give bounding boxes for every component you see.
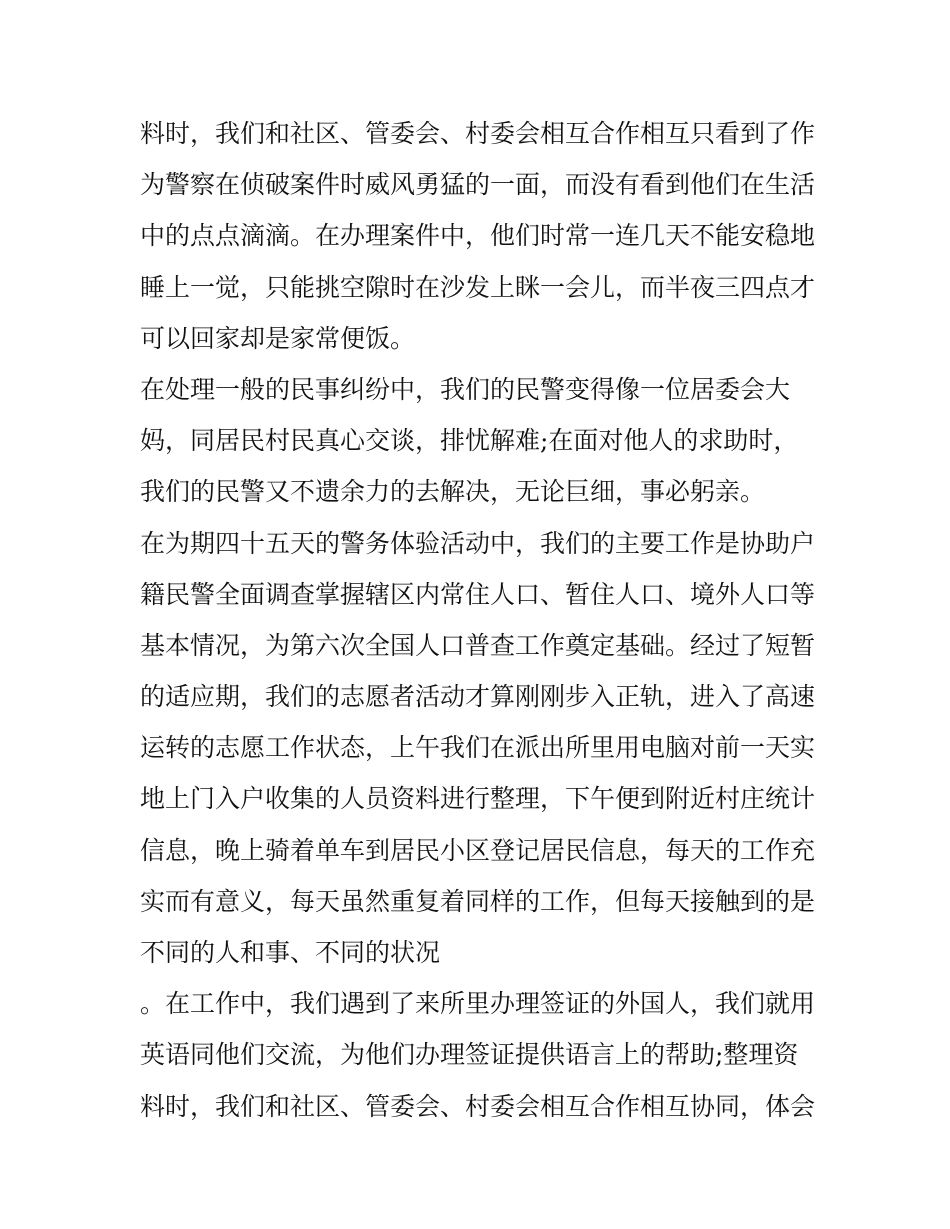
text-line: 中的点点滴滴。在办理案件中，他们时常一连几天不能安稳地	[140, 221, 816, 251]
text-line: 我们的民警又不遗余力的去解决，无论巨细，事必躬亲。	[140, 477, 766, 507]
text-line: 的适应期，我们的志愿者活动才算刚刚步入正轨，进入了高速	[140, 682, 816, 712]
body-text	[140, 108, 830, 1132]
text-line: 妈，同居民村民真心交谈，排忧解难;在面对他人的求助时，	[140, 426, 799, 456]
text-line: 睡上一觉，只能挑空隙时在沙发上眯一会儿，而半夜三四点才	[140, 272, 816, 302]
text-line: 实而有意义，每天虽然重复着同样的工作，但每天接触到的是	[140, 886, 816, 916]
text-line: 在为期四十五天的警务体验活动中，我们的主要工作是协助户	[140, 528, 816, 558]
text-line: 为警察在侦破案件时威风勇猛的一面，而没有看到他们在生活	[140, 170, 816, 200]
text-line: 料时，我们和社区、管委会、村委会相互合作相互只看到了作	[140, 119, 816, 148]
text-line: 基本情况，为第六次全国人口普查工作奠定基础。经过了短暂	[140, 630, 816, 660]
text-line: 料时，我们和社区、管委会、村委会相互合作相互协同，体会	[140, 1091, 816, 1121]
text-line: 可以回家却是家常便饭。	[140, 323, 416, 353]
text-line: 地上门入户收集的人员资料进行整理，下午便到附近村庄统计	[140, 784, 816, 814]
text-line: 运转的志愿工作状态，上午我们在派出所里用电脑对前一天实	[140, 733, 816, 763]
text-line: 籍民警全面调查掌握辖区内常住人口、暂住人口、境外人口等	[140, 579, 816, 609]
text-line: 不同的人和事、不同的状况	[140, 938, 441, 967]
text-line: 英语同他们交流，为他们办理签证提供语言上的帮助;整理资	[140, 1040, 799, 1070]
text-line: 。在工作中，我们遇到了来所里办理签证的外国人，我们就用	[140, 989, 816, 1019]
text-line: 信息，晚上骑着单车到居民小区登记居民信息，每天的工作充	[140, 835, 816, 865]
text-line: 在处理一般的民事纠纷中，我们的民警变得像一位居委会大	[140, 374, 791, 404]
